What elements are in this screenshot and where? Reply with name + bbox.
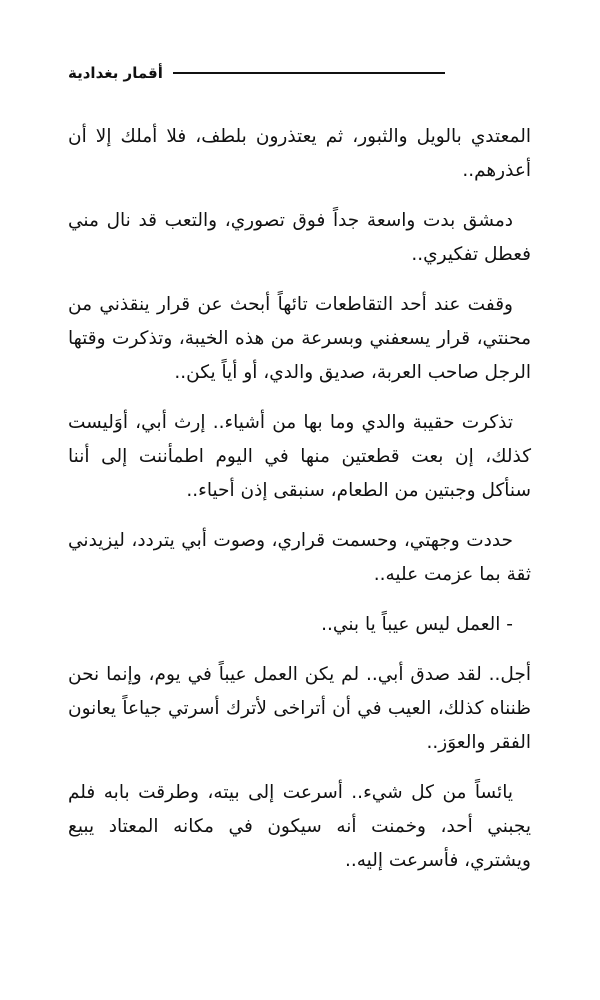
paragraph: تذكرت حقيبة والدي وما بها من أشياء.. إرث أبي، أوَليست كذلك، إن بعت قطعتين منها في اليوم اطمأننت إلى أننا سنأكل وجبتين من الطعام، سنبقى إذن أحياء.. — [68, 412, 531, 501]
header-rule — [173, 72, 445, 74]
running-header — [68, 58, 532, 88]
paragraph: دمشق بدت واسعة جداً فوق تصوري، والتعب قد نال مني فعطل تفكيري.. — [68, 210, 531, 265]
paragraph: أجل.. لقد صدق أبي.. لم يكن العمل عيباً في يوم، وإنما نحن ظنناه كذلك، العيب في أن أتراخى لأترك أسرتي جياعاً يعانون الفقر والعوَز.. — [68, 664, 531, 753]
body-text — [68, 120, 531, 894]
book-title: أقمار بغدادية — [68, 64, 163, 82]
paragraph: حددت وجهتي، وحسمت قراري، وصوت أبي يتردد، ليزيدني ثقة بما عزمت عليه.. — [68, 530, 531, 585]
paragraph: يائساً من كل شيء.. أسرعت إلى بيته، وطرقت بابه فلم يجبني أحد، وخمنت أنه سيكون في مكانه المعتاد يبيع ويشتري، فأسرعت إليه.. — [68, 782, 531, 871]
paragraph: المعتدي بالويل والثبور، ثم يعتذرون بلطف، فلا أملك إلا أن أعذرهم.. — [68, 126, 531, 181]
dialogue-line: - العمل ليس عيباً يا بني.. — [321, 614, 513, 635]
paragraph: وقفت عند أحد التقاطعات تائهاً أبحث عن قرار ينقذني من محنتي، قرار يسعفني وبسرعة من هذه الخيبة، وتذكرت وقتها الرجل صاحب العربة، صديق والدي، أو أياً يكن.. — [68, 294, 531, 383]
